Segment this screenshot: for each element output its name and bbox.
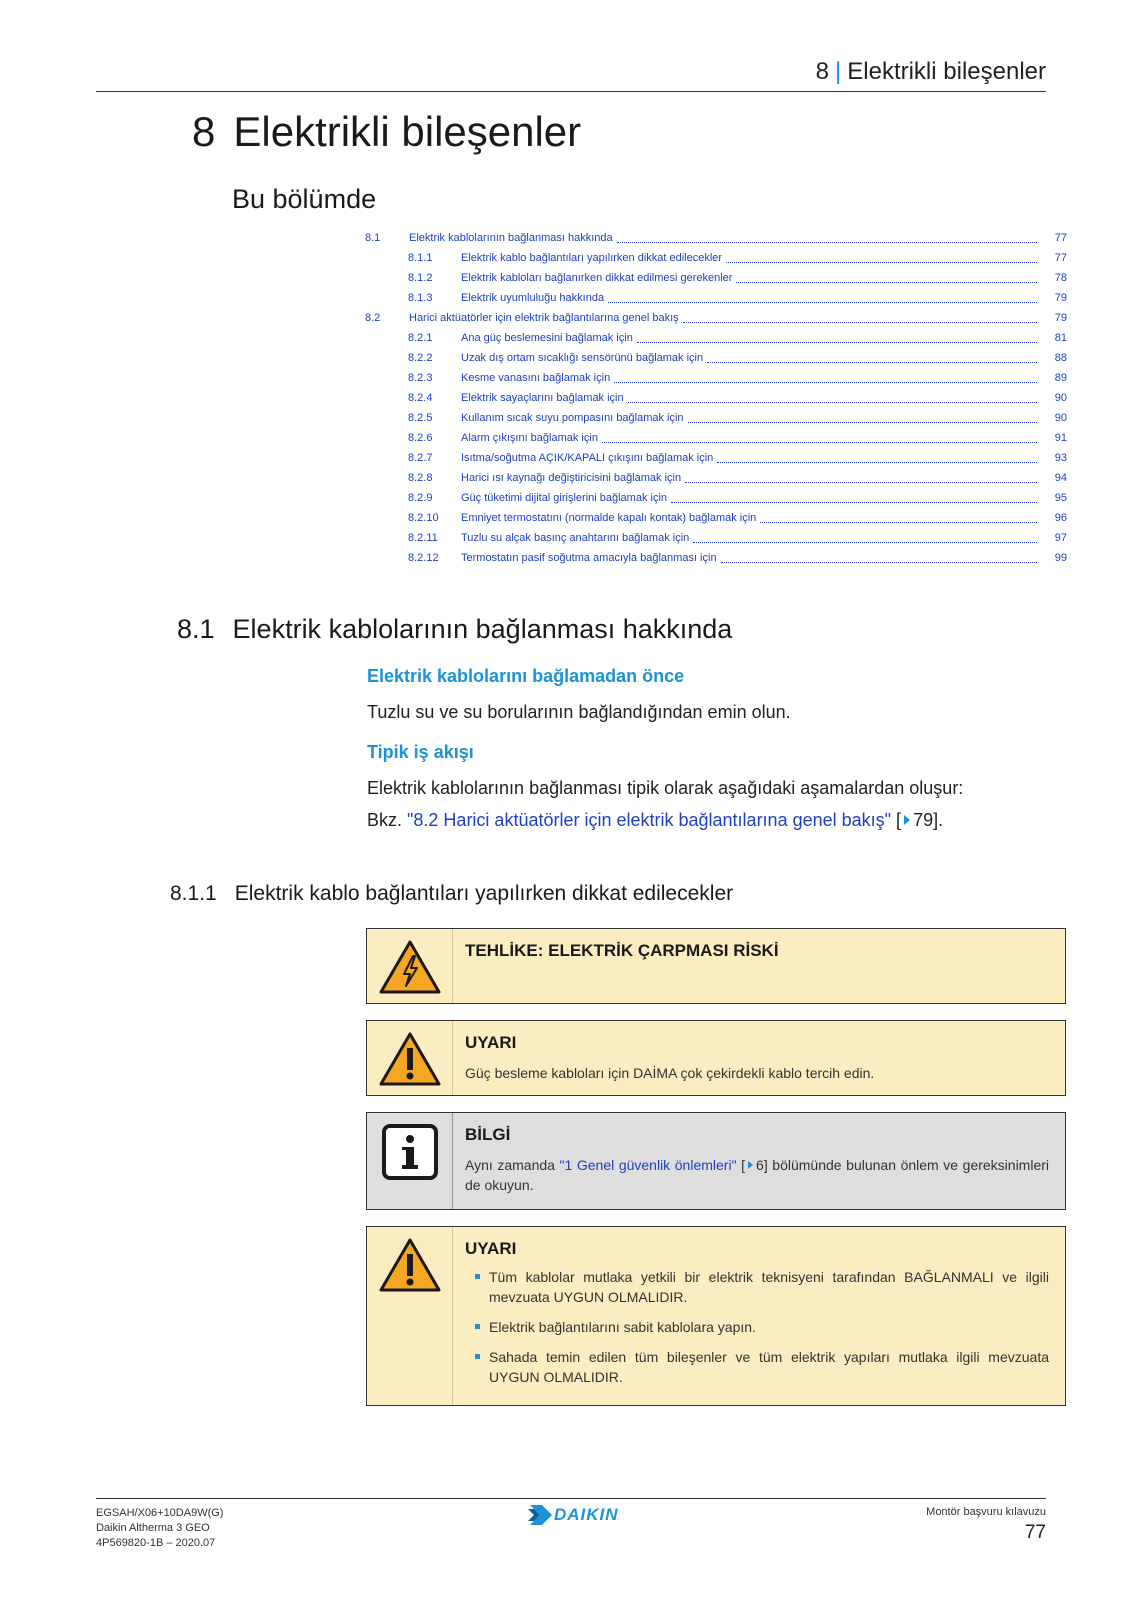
toc-entry-number: 8.2.5 [408,412,433,424]
running-header [816,58,1046,86]
toc-entry-page[interactable]: 77 [1054,232,1067,244]
table-of-contents [365,228,1067,568]
toc-entry-page[interactable]: 79 [1054,292,1067,304]
warning-icon [378,1237,442,1293]
toc-entry-page[interactable]: 90 [1054,412,1067,424]
toc-entry[interactable] [365,388,1067,408]
toc-entry-page[interactable]: 79 [1054,312,1067,324]
toc-entry-page[interactable]: 89 [1054,372,1067,384]
warning-text-1: Güç besleme kabloları için DAİMA çok çekirdekli kablo tercih edin. [465,1065,875,1081]
toc-entry[interactable] [365,488,1067,508]
toc-leader-dots [688,422,1037,423]
toc-entry-number: 8.2.10 [408,512,439,524]
ref-link[interactable]: "8.2 Harici aktüatörler için elektrik bağlantılarına genel bakış" [407,810,892,830]
warning-box-1 [366,1020,1066,1096]
header-rule [96,91,1046,92]
toc-entry-page[interactable]: 77 [1054,252,1067,264]
toc-entry-number: 8.1.1 [408,252,433,264]
ref-page: 79 [913,810,934,830]
toc-entry-title[interactable]: Elektrik uyumluluğu hakkında [461,292,605,304]
info-link[interactable]: "1 Genel güvenlik önlemleri" [559,1157,737,1173]
info-icon [381,1123,439,1181]
warning-title-1: UYARI [465,1033,517,1052]
section-number: 8.1 [177,614,215,644]
toc-entry-title[interactable]: Kesme vanasını bağlamak için [461,372,611,384]
danger-box [366,928,1066,1004]
footer-guide: Montör başvuru kılavuzu [926,1506,1046,1518]
toc-entry-title[interactable]: Uzak dış ortam sıcaklığı sensörünü bağlamak için [461,352,704,364]
toc-entry-title[interactable]: Elektrik sayaçlarını bağlamak için [461,392,624,404]
info-title: BİLGİ [465,1125,511,1144]
toc-entry-title[interactable]: Harici ısı kaynağı değiştiricisini bağlamak için [461,472,682,484]
toc-entry[interactable] [365,308,1067,328]
running-header-number: 8 [815,58,830,85]
footer-product: Daikin Altherma 3 GEO [96,1522,210,1534]
warning-icon-cell-2 [367,1227,453,1405]
info-box [366,1112,1066,1210]
subsection-title [170,882,733,906]
list-item-text: Elektrik bağlantılarını sabit kablolara yapın. [489,1319,756,1335]
toc-leader-dots [637,342,1037,343]
toc-entry[interactable] [365,288,1067,308]
toc-entry-title[interactable]: Alarm çıkışını bağlamak için [461,432,598,444]
toc-entry-number: 8.2.2 [408,352,433,364]
page-arrow-icon [748,1161,753,1169]
toc-entry[interactable] [365,548,1067,568]
list-item [465,1317,1049,1337]
toc-leader-dots [693,542,1037,543]
list-item-text: Sahada temin edilen tüm bileşenler ve tüm elektrik yapıları mutlaka ilgili mevzuata UYGUN OLMALIDIR. [489,1349,1049,1385]
toc-entry-title[interactable]: Güç tüketimi dijital girişlerini bağlamak için [461,492,668,504]
bullet-icon [475,1274,480,1279]
list-item [465,1347,1049,1387]
toc-leader-dots [614,382,1037,383]
info-page: 6 [756,1157,764,1173]
toc-leader-dots [707,362,1037,363]
toc-entry-title[interactable]: Elektrik kabloları bağlanırken dikkat edilmesi gerekenler [461,272,733,284]
toc-entry-number: 8.2.7 [408,452,433,464]
toc-entry[interactable] [365,348,1067,368]
header-separator: | [835,58,842,85]
list-item [465,1267,1049,1307]
toc-leader-dots [736,282,1037,283]
toc-leader-dots [726,262,1037,263]
toc-entry-number: 8.1.2 [408,272,433,284]
toc-entry-page[interactable]: 94 [1054,472,1067,484]
toc-entry-number: 8.2.8 [408,472,433,484]
workflow-text: Elektrik kablolarının bağlanması tipik olarak aşağıdaki aşamalardan oluşur: [367,778,964,798]
bullet-icon [475,1324,480,1329]
daikin-logo-text: DAIKIN [554,1505,619,1524]
list-item-text: Tüm kablolar mutlaka yetkili bir elektrik teknisyeni tarafından BAĞLANMALI ve ilgili mevzuata UYGUN OLMALIDIR. [489,1269,1049,1305]
ref-open: [ [891,810,902,830]
toc-entry-page[interactable]: 81 [1054,332,1067,344]
toc-entry-page[interactable]: 90 [1054,392,1067,404]
daikin-logo-icon [528,1505,552,1525]
toc-entry-title[interactable]: Tuzlu su alçak basınç anahtarını bağlamak için [461,532,690,544]
toc-leader-dots [721,562,1037,563]
toc-entry-title[interactable]: Kullanım sıcak suyu pompasını bağlamak için [461,412,684,424]
toc-entry[interactable] [365,248,1067,268]
electric-shock-warning-icon [378,939,442,995]
info-text-prefix: Aynı zamanda [465,1157,560,1173]
chapter-title-text: Elektrikli bileşenler [233,108,582,155]
toc-entry[interactable] [365,328,1067,348]
toc-leader-dots [602,442,1037,443]
running-header-title: Elektrikli bileşenler [847,58,1046,85]
warning-list [465,1267,1049,1387]
toc-entry-number: 8.2.1 [408,332,433,344]
toc-entry[interactable] [365,268,1067,288]
toc-leader-dots [608,302,1037,303]
bullet-icon [475,1354,480,1359]
toc-leader-dots [671,502,1037,503]
toc-entry-title[interactable]: Elektrik kablolarının bağlanması hakkında [409,232,613,244]
toc-entry-page[interactable]: 91 [1054,432,1067,444]
toc-leader-dots [685,482,1037,483]
toc-entry[interactable] [365,408,1067,428]
before-heading: Elektrik kablolarını bağlamadan önce [367,666,685,686]
toc-entry-number: 8.1.3 [408,292,433,304]
toc-entry-number: 8.2.9 [408,492,433,504]
toc-entry[interactable] [365,468,1067,488]
workflow-reference [367,810,943,831]
subsection-title-text: Elektrik kablo bağlantıları yapılırken dikkat edilecekler [234,882,734,905]
info-text-suffix: ] bölümünde bulunan önlem ve gereksinimleri de okuyun. [465,1157,1050,1193]
warning-title-2: UYARI [465,1239,517,1258]
toc-entry-number: 8.1 [365,232,381,244]
toc-entry-page[interactable]: 78 [1054,272,1067,284]
toc-entry-number: 8.2.11 [408,532,438,544]
toc-entry-title[interactable]: Ana güç beslemesini bağlamak için [461,332,633,344]
toc-entry-number: 8.2.12 [408,552,439,564]
toc-entry-title[interactable]: Elektrik kablo bağlantıları yapılırken dikkat edilecekler [461,252,723,264]
before-text: Tuzlu su ve su borularının bağlandığından emin olun. [367,702,791,722]
toc-entry[interactable] [365,228,1067,248]
danger-icon-cell [367,929,453,1003]
toc-entry-page[interactable]: 99 [1054,552,1067,564]
footer-left [96,1506,223,1551]
toc-entry[interactable] [365,448,1067,468]
toc-entry-title[interactable]: Emniyet termostatını (normalde kapalı kontak) bağlamak için [461,512,757,524]
toc-leader-dots [628,402,1037,403]
footer-doc-code: 4P569820-1B – 2020.07 [96,1537,216,1549]
ref-prefix: Bkz. [367,810,408,830]
info-icon-cell [367,1113,453,1209]
toc-entry-page[interactable]: 93 [1054,452,1067,464]
warning-icon-cell-1 [367,1021,453,1095]
toc-entry-number: 8.2.6 [408,432,433,444]
ref-close: ]. [933,810,944,830]
toc-entry-title[interactable]: Isıtma/soğutma AÇIK/KAPALI çıkışını bağlamak için [461,452,714,464]
chapter-number: 8 [192,108,216,155]
toc-entry-page[interactable]: 96 [1054,512,1067,524]
subsection-number: 8.1.1 [170,882,217,905]
toc-entry[interactable] [365,528,1067,548]
daikin-logo [528,1505,619,1525]
workflow-heading: Tipik iş akışı [367,742,474,762]
toc-leader-dots [717,462,1037,463]
toc-entry-page[interactable]: 97 [1054,532,1067,544]
toc-entry[interactable] [365,368,1067,388]
toc-leader-dots [760,522,1037,523]
footer-model: EGSAH/X06+10DA9W(G) [96,1507,224,1519]
warning-box-2 [366,1226,1066,1406]
toc-entry[interactable] [365,508,1067,528]
toc-entry-title[interactable]: Harici aktüatörler için elektrik bağlantılarına genel bakış [409,312,679,324]
toc-entry[interactable] [365,428,1067,448]
toc-heading: Bu bölümde [232,184,377,214]
section-title [177,614,732,645]
warning-icon [378,1031,442,1087]
toc-leader-dots [683,322,1037,323]
info-text-open: [ [736,1157,746,1173]
footer-rule [96,1498,1046,1499]
danger-title: TEHLİKE: ELEKTRİK ÇARPMASI RİSKİ [465,941,779,960]
toc-entry-number: 8.2.4 [408,392,433,404]
toc-entry-page[interactable]: 95 [1054,492,1067,504]
section-title-text: Elektrik kablolarının bağlanması hakkında [232,614,733,644]
chapter-title [192,108,581,156]
page-arrow-icon [904,815,910,825]
toc-entry-number: 8.2 [365,312,381,324]
info-text [465,1155,1049,1195]
toc-entry-number: 8.2.3 [408,372,433,384]
toc-leader-dots [617,242,1037,243]
toc-entry-page[interactable]: 88 [1054,352,1067,364]
page-number: 77 [1024,1522,1046,1543]
toc-entry-title[interactable]: Termostatın pasif soğutma amacıyla bağlanması için [461,552,717,564]
